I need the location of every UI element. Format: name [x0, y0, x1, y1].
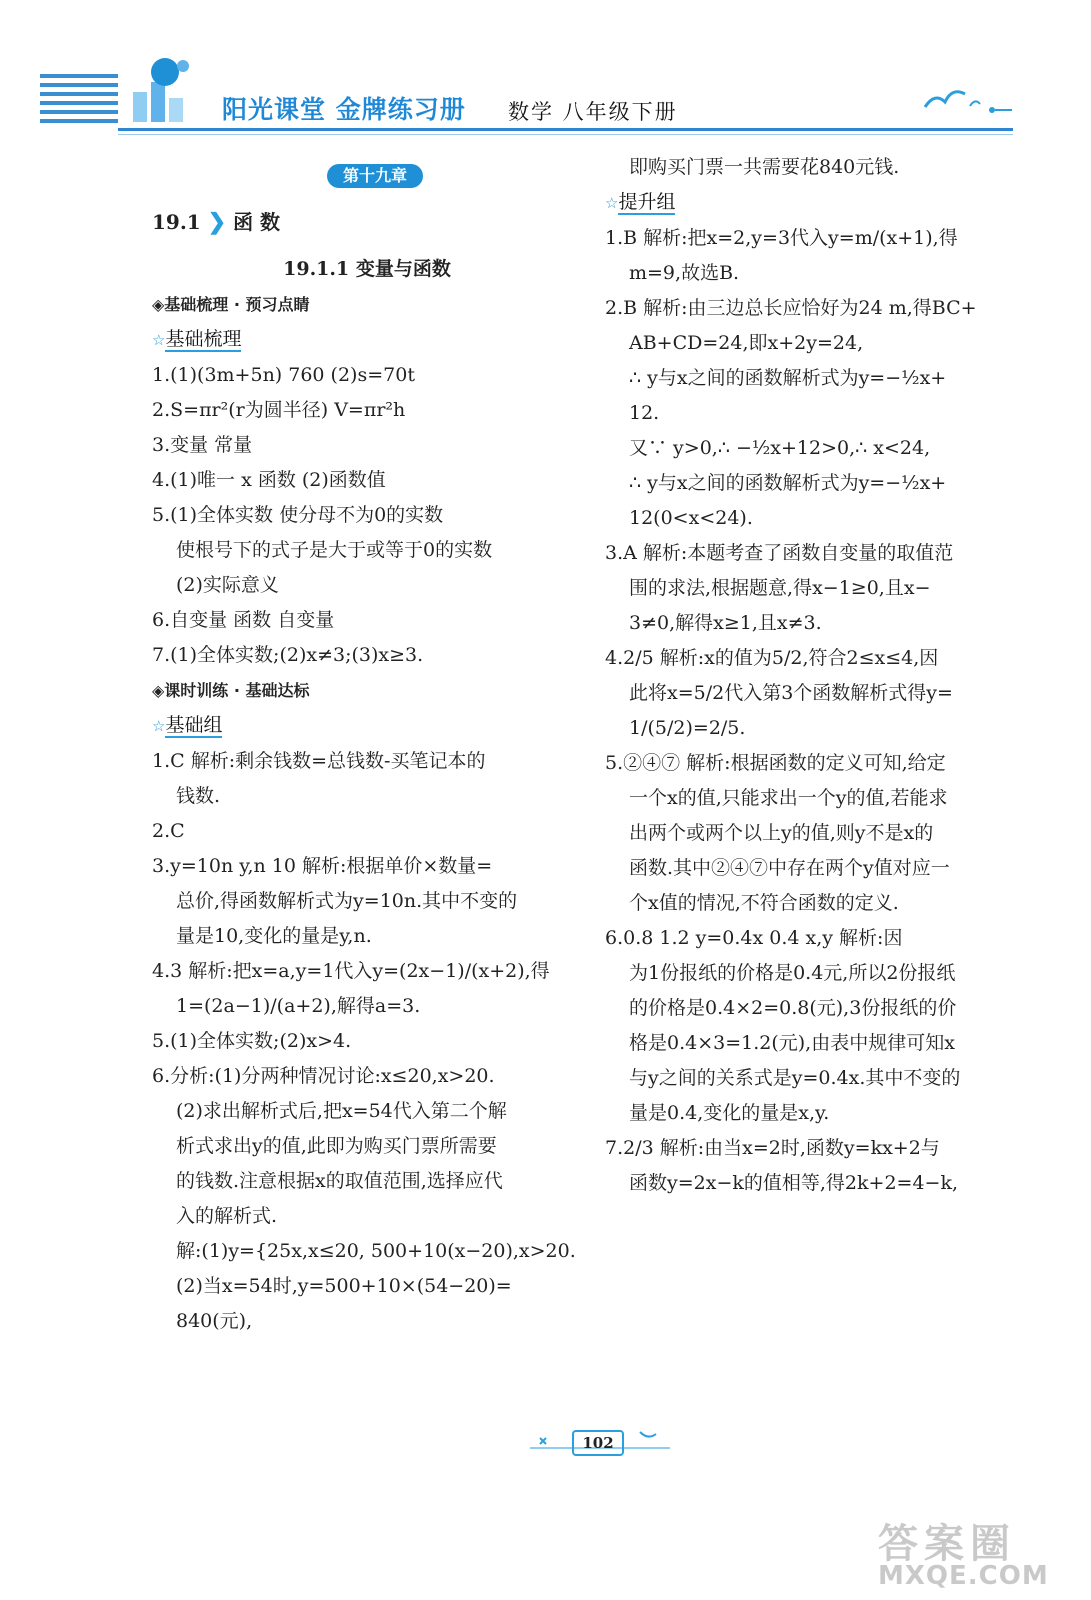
- answer-list-basic: [152, 744, 582, 1339]
- answer-line: 一个x的值,只能求出一个y的值,若能求: [629, 787, 948, 809]
- block-heading-review: ◈基础梳理 · 预习点睛: [152, 295, 310, 314]
- answer-line: 围的求法,根据题意,得x−1≥0,且x−: [629, 577, 931, 599]
- answer-line: 此将x=5/2代入第3个函数解析式得y=: [629, 682, 953, 704]
- answer-line: (2)求出解析式后,把x=54代入第二个解: [176, 1100, 507, 1122]
- answer-line: (2)实际意义: [176, 574, 279, 596]
- book-title: 阳光课堂 金牌练习册: [222, 95, 466, 124]
- answer-line: 4.(1)唯一 x 函数 (2)函数值: [152, 469, 386, 491]
- answer-line: AB+CD=24,即x+2y=24,: [629, 332, 864, 354]
- answer-line: 解:(1)y={25x,x≤20, 500+10(x−20),x>20.: [176, 1240, 576, 1262]
- section-number: 19.1: [152, 210, 201, 234]
- left-column: [152, 150, 582, 1339]
- star-icon: ☆: [152, 331, 166, 349]
- birds-decoration-icon: [920, 82, 1015, 122]
- answer-line: 3≠0,解得x≥1,且x≠3.: [629, 612, 822, 634]
- answer-line: 1.(1)(3m+5n) 760 (2)s=70t: [152, 364, 415, 386]
- watermark-url: MXQE.COM: [878, 1561, 1049, 1591]
- page-number: 102: [572, 1430, 624, 1456]
- answer-line: 的价格是0.4×2=0.8(元),3份报纸的价: [629, 997, 957, 1019]
- answer-line: 析式求出y的值,此即为购买门票所需要: [176, 1135, 497, 1157]
- answer-line: 个x值的情况,不符合函数的定义.: [629, 892, 899, 914]
- answer-line: 7.(1)全体实数;(2)x≠3;(3)x≥3.: [152, 644, 424, 666]
- answer-line: m=9,故选B.: [629, 262, 740, 284]
- answer-line: 的钱数.注意根据x的取值范围,选择应代: [176, 1170, 503, 1192]
- answer-line: 6.分析:(1)分两种情况讨论:x≤20,x>20.: [152, 1065, 495, 1087]
- answer-line: 4.3 解析:把x=a,y=1代入y=(2x−1)/(x+2),得: [152, 960, 550, 982]
- section-title: 函 数: [233, 210, 281, 234]
- answer-line: 12(0<x<24).: [629, 507, 753, 529]
- answer-line: 总价,得函数解析式为y=10n.其中不变的: [176, 890, 518, 912]
- star-icon: ☆: [605, 194, 619, 212]
- answer-line: 2.B 解析:由三边总长应恰好为24 m,得BC+: [605, 297, 977, 319]
- answer-line: 量是0.4,变化的量是x,y.: [629, 1102, 830, 1124]
- watermark-logo: 答案圈: [878, 1521, 1016, 1567]
- page-header: [0, 0, 1091, 150]
- answer-line: ∴ y与x之间的函数解析式为y=−½x+: [629, 367, 947, 389]
- answer-line: ∴ y与x之间的函数解析式为y=−½x+: [629, 472, 947, 494]
- answer-line: 入的解析式.: [176, 1205, 278, 1227]
- answer-list-review: [152, 358, 582, 673]
- chevron-right-icon: ❯: [207, 209, 227, 235]
- star-icon: ☆: [152, 717, 166, 735]
- watermark: [878, 1512, 1049, 1591]
- answer-line: 12.: [629, 402, 660, 424]
- answer-line: 与y之间的关系式是y=0.4x.其中不变的: [629, 1067, 961, 1089]
- section-heading: [152, 205, 582, 240]
- book-subtitle: 数学 八年级下册: [508, 100, 678, 124]
- group-heading-basic-review: ☆基础梳理: [152, 328, 242, 350]
- answer-line: 3.y=10n y,n 10 解析:根据单价×数量=: [152, 855, 493, 877]
- answer-line: (2)当x=54时,y=500+10×(54−20)=: [176, 1275, 512, 1297]
- answer-line: 5.(1)全体实数;(2)x>4.: [152, 1030, 352, 1052]
- group-heading-basic: ☆基础组: [152, 714, 223, 736]
- answer-line: 为1份报纸的价格是0.4元,所以2份报纸: [629, 962, 956, 984]
- answer-line: 钱数.: [176, 785, 221, 807]
- answer-line: 格是0.4×3=1.2(元),由表中规律可知x: [629, 1032, 955, 1054]
- answer-line: 又∵ y>0,∴ −½x+12>0,∴ x<24,: [629, 437, 931, 459]
- answer-line: 量是10,变化的量是y,n.: [176, 925, 372, 947]
- answer-line: 6.自变量 函数 自变量: [152, 609, 335, 631]
- answer-line: 1.C 解析:剩余钱数=总钱数-买笔记本的: [152, 750, 486, 772]
- answer-line: 函数y=2x−k的值相等,得2k+2=4−k,: [629, 1172, 959, 1194]
- subsection-heading: 19.1.1 变量与函数: [283, 258, 451, 280]
- header-rule: [118, 128, 1013, 131]
- right-column: [605, 150, 1030, 1201]
- answer-line: 5.(1)全体实数 使分母不为0的实数: [152, 504, 444, 526]
- answer-line: 1.B 解析:把x=2,y=3代入y=m/(x+1),得: [605, 227, 958, 249]
- answer-line: 出两个或两个以上y的值,则y不是x的: [629, 822, 934, 844]
- header-stripes: [40, 74, 118, 128]
- answer-line: 6.0.8 1.2 y=0.4x 0.4 x,y 解析:因: [605, 927, 903, 949]
- answer-line: 840(元),: [176, 1310, 253, 1332]
- answer-line: 即购买门票一共需要花840元钱.: [629, 156, 900, 178]
- group-heading-advanced: ☆提升组: [605, 191, 676, 213]
- answer-line: 3.A 解析:本题考查了函数自变量的取值范: [605, 542, 954, 564]
- mascot-logo-icon: [125, 52, 215, 128]
- header-rule-thin: [118, 134, 1013, 135]
- chapter-badge: 第十九章: [327, 164, 423, 188]
- answer-line: 5.②④⑦ 解析:根据函数的定义可知,给定: [605, 752, 946, 774]
- answer-line: 使根号下的式子是大于或等于0的实数: [176, 539, 493, 561]
- answer-line: 2.C: [152, 820, 185, 842]
- block-heading-practice: ◈课时训练 · 基础达标: [152, 681, 310, 700]
- answer-line: 2.S=πr²(r为圆半径) V=πr²h: [152, 399, 406, 421]
- answer-line: 1=(2a−1)/(a+2),解得a=3.: [176, 995, 421, 1017]
- answer-line: 7.2/3 解析:由当x=2时,函数y=kx+2与: [605, 1137, 940, 1159]
- answer-line: 3.变量 常量: [152, 434, 253, 456]
- answer-line: 4.2/5 解析:x的值为5/2,符合2≤x≤4,因: [605, 647, 939, 669]
- answer-line: 1/(5/2)=2/5.: [629, 717, 746, 739]
- answer-line: 函数.其中②④⑦中存在两个y值对应一: [629, 857, 950, 879]
- answer-list-advanced: [605, 221, 1030, 1201]
